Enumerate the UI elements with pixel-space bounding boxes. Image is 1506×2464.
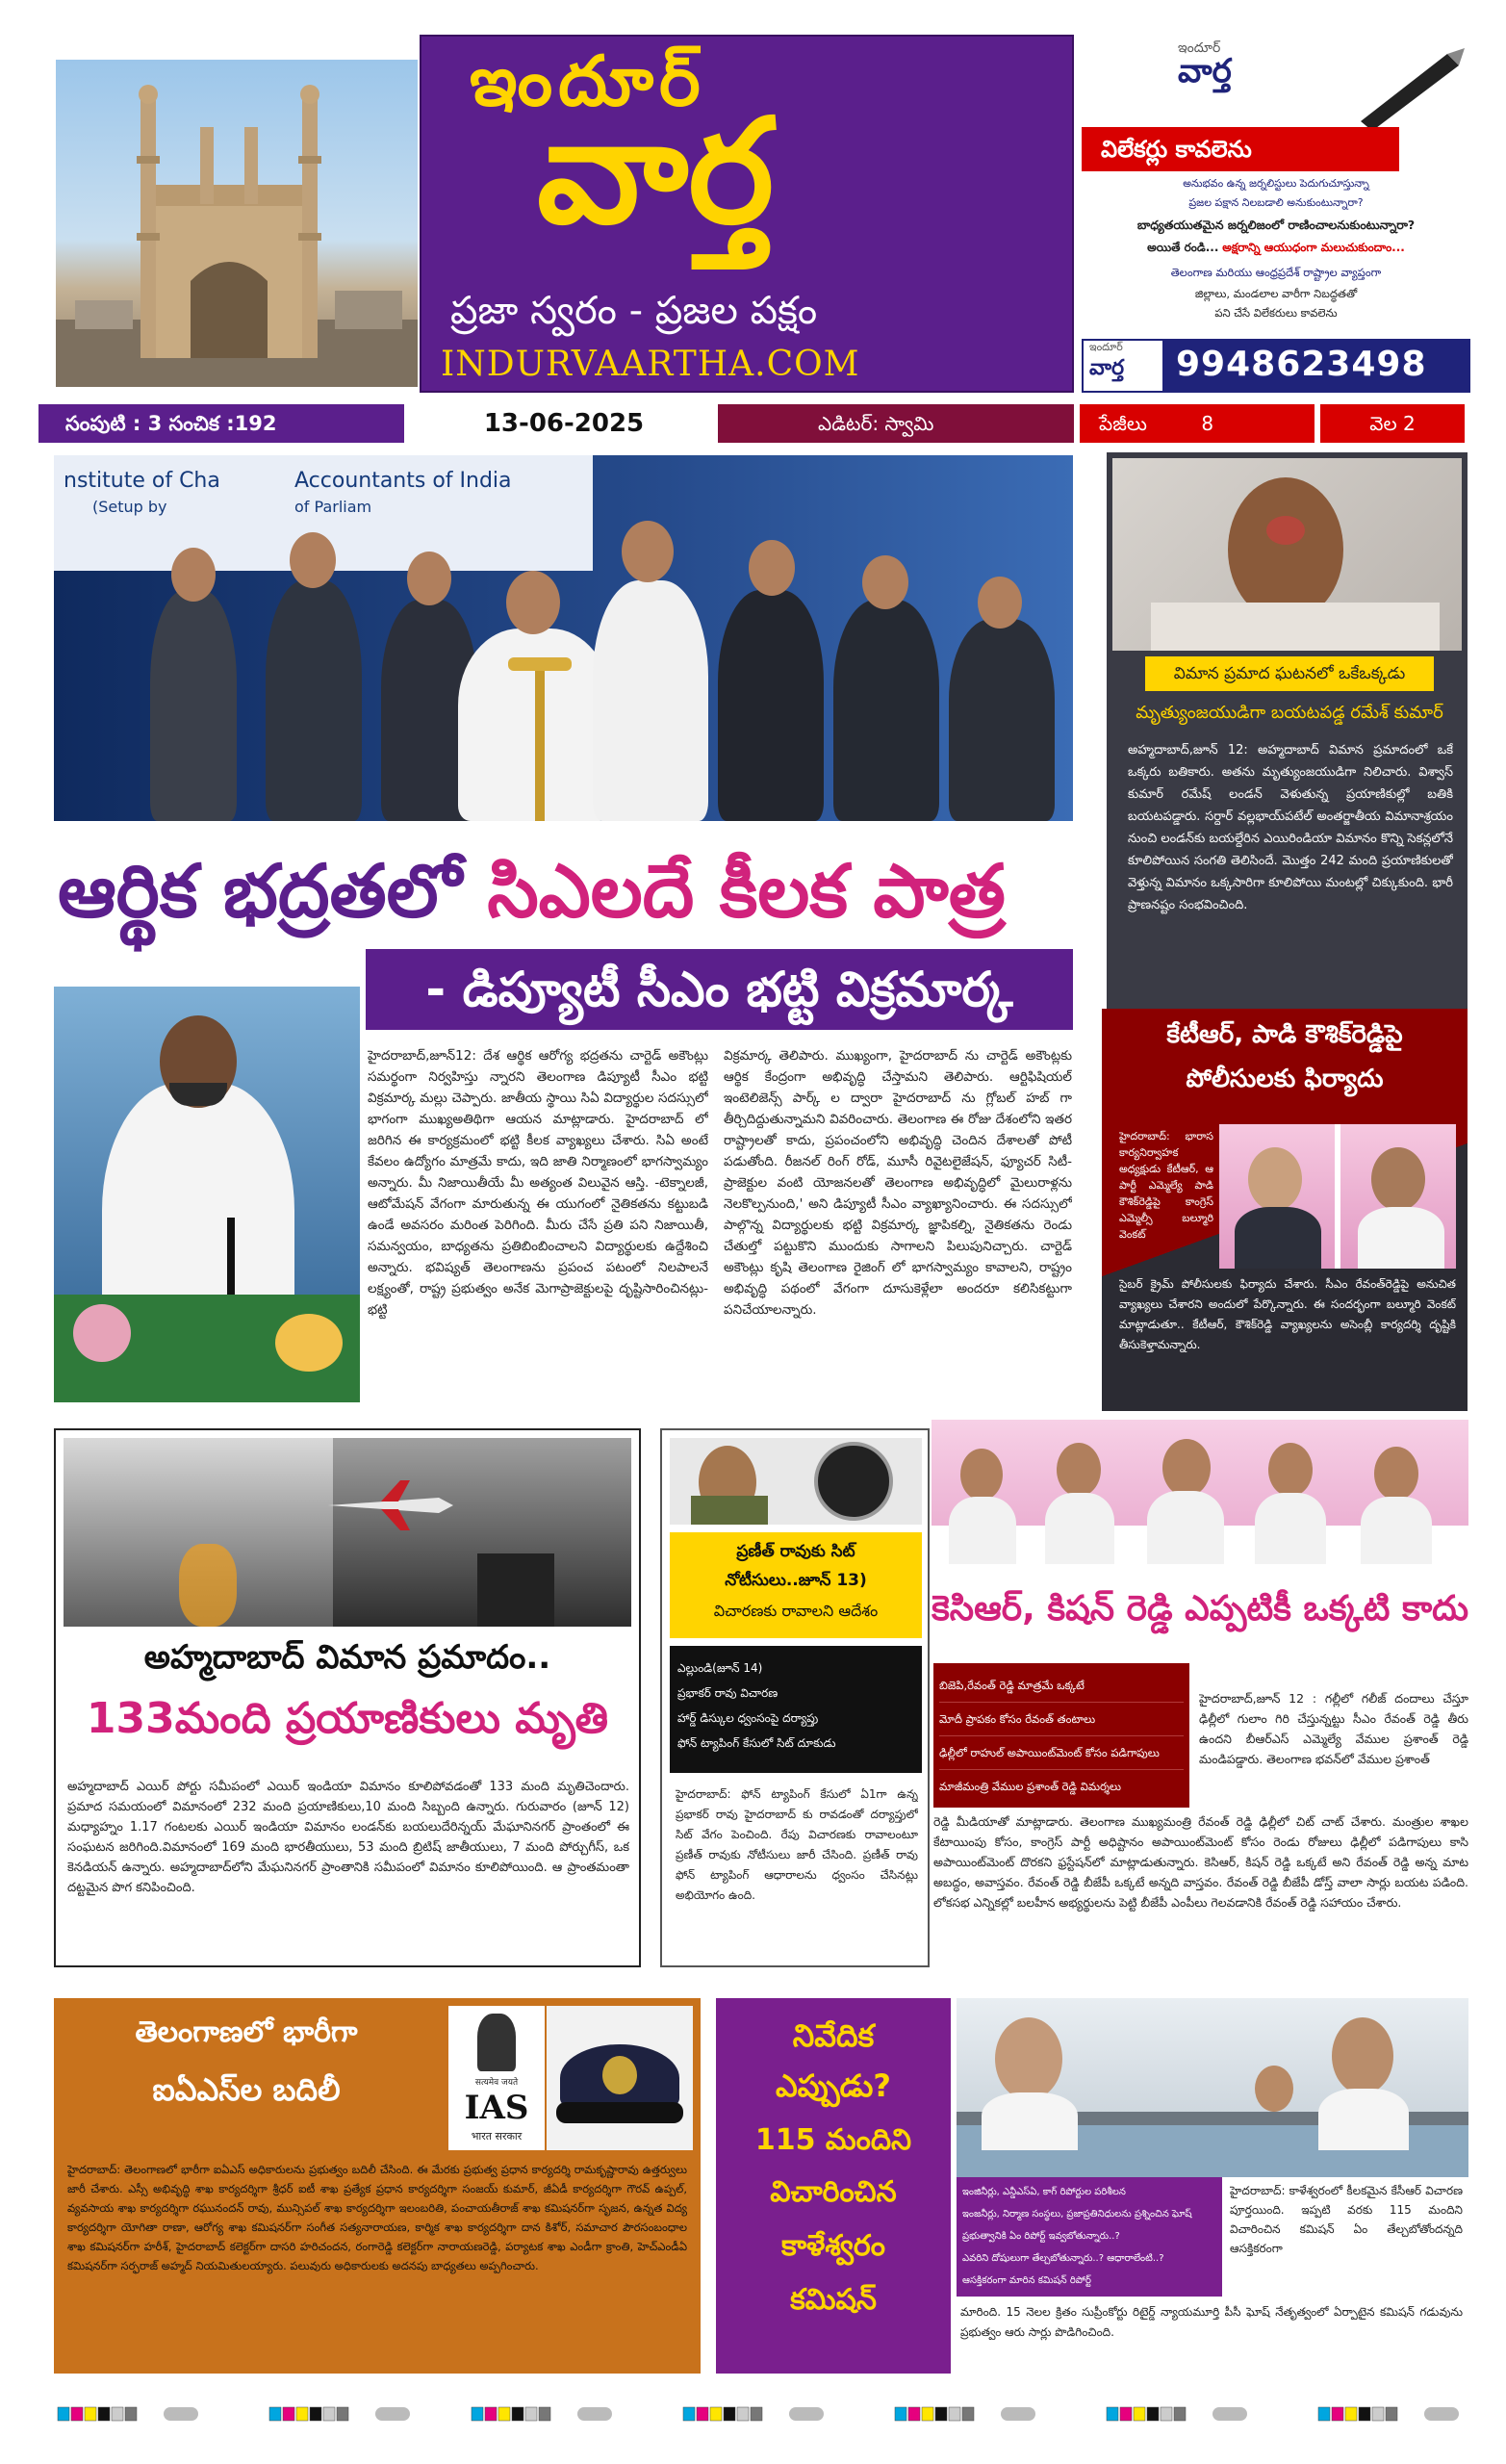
registration-swatch bbox=[296, 2407, 308, 2421]
sit-bullet: ఎల్లుండి(జూన్ 14) bbox=[677, 1661, 763, 1675]
kcr-bullet: బిజెపి,రేవంత్ రెడ్డి మాత్రమే ఒక్కటే bbox=[939, 1669, 1184, 1703]
ias-body: హైదరాబాద్: తెలంగాణలో భారీగా ఐఏఎస్ అధికారులను ప్రభుత్వం బదిలీ చేసింది. ఈ మేరకు ప్రభుత్వ ప్రధాన కార్యదర్శి రామకృష్ణారావు ఉత్తర్వులు జారీ చేశారు. ఎస్సీ అభివృద్ధి శాఖ కార్యదర్శిగా శ్రీధర్ ఐటీ శాఖ ప్రత్యేక ప్రధాన కార్యదర్శిగా సంజయ్ కుమార్, జీఏడీ కార్యదర్శిగా గౌరవ్ ఉప్పల్, వ్యవసాయ శాఖ కార్యదర్శిగా రఘునందన్ రావు, మున్సిపల్ శాఖ కార్యదర్శిగా ఇలంబరితి, పంచాయతీరాజ్ శాఖ కమిషనర్‌గా సృజన, ఉన్నత విద్య కార్యదర్శిగా యోగితా రాణా, ఆరోగ్య శాఖ కమిషనర్‌గా సంగీత సత్యనారాయణ, కార్మిక శాఖ కార్యదర్శిగా దాన కిశోర్, సమాచార పౌరసంబంధాల శాఖ కమిషనర్‌గా హరీశ్, హైదరాబాద్ కలెక్టర్‌గా దాసరి హరిచందన, రంగారెడ్డి కలెక్టర్‌గా నారాయణరెడ్డి, పర్యాటక శాఖ ఎండీగా క్రాంతి, హెచ్ఎండీఏ కమిషనర్‌గా సర్ఫరాజ్ అహ్మద్ నియమితులయ్యారు. పలువురు అధికారులకు అదనపు బాధ్యతలు అప్పగించారు. bbox=[67, 2163, 687, 2272]
volume-issue: సంపుటి : 3 సంచిక :192 bbox=[38, 404, 404, 443]
crash-headline-2: 133మంది ప్రయాణికులు మృతి bbox=[86, 1694, 609, 1743]
editor: ఎడిటర్: స్వామి bbox=[718, 404, 1074, 443]
ad-line1: అనుభవం ఉన్న జర్నలిస్టులు పెదుగుచూస్తున్నా bbox=[1183, 177, 1369, 190]
ktr-body-rest: సైబర్ క్రైమ్ పోలీసులకు ఫిర్యాదు చేశారు. సీఎం రేవంత్‌రెడ్డిపై అనుచిత వ్యాఖ్యలు చేశారని అందులో పేర్కొన్నారు. ఈ సందర్భంగా బల్మూరి వెంకట్ మాట్లాడుతూ.. కేటీఆర్, కౌశిక్‌రెడ్డి వ్యాఖ్యలను అసెంబ్లీ కార్యదర్శి దృష్టికి తీసుకెళ్తామన్నారు. bbox=[1119, 1277, 1456, 1351]
ashoka-emblem-icon bbox=[477, 2014, 516, 2071]
pages-count: 8 bbox=[1201, 412, 1214, 435]
price: వెల 2 bbox=[1320, 404, 1465, 443]
brs-press-photo bbox=[932, 1420, 1468, 1564]
sit-headline-2: నోటీసులు..జూన్ 13) bbox=[725, 1571, 867, 1590]
banner-text-2: Accountants of India bbox=[294, 469, 512, 493]
ad-line4b: అక్షరాన్ని ఆయుధంగా మలుచుకుందాం... bbox=[1222, 241, 1405, 254]
registration-swatch bbox=[1386, 2407, 1397, 2421]
edition-date: 13-06-2025 bbox=[483, 409, 645, 438]
kaleshwaram-n4: కమిషన్ bbox=[790, 2283, 877, 2317]
ias-box bbox=[54, 1998, 701, 2374]
banner-text-4: of Parliam bbox=[294, 498, 372, 516]
registration-swatch bbox=[949, 2407, 960, 2421]
pen-icon bbox=[1351, 44, 1467, 131]
ad-line7: పని చేసే విలేకరులు కావలెను bbox=[1214, 306, 1338, 320]
registration-swatch bbox=[1161, 2407, 1172, 2421]
ad-phone-logo-big: వార్త bbox=[1089, 356, 1125, 380]
ad-line3: బాధ్యతయుతమైన జర్నలిజంలో రాణించాలనుకుంటున్నారా? bbox=[1136, 218, 1416, 232]
lead-body-col1: హైదరాబాద్,జూన్12: దేశ ఆర్థిక ఆరోగ్య భద్రతను చార్టెడ్ అకౌంట్లు సమర్థంగా నిర్వహిస్తు న్నారని తెలంగాణ డిప్యూటీ సీఎం భట్టి విక్రమార్క మల్లు చెప్పారు. జాతీయ స్థాయి సిఏ విద్యార్థుల సదస్సులో భాగంగా ముఖ్యఅతిథిగా ఆయన మాట్లాడారు. హైదరాబాద్ లో జరిగిన ఈ కార్యక్రమంలో భట్టి కీలక వ్యాఖ్యలు చేశారు. సిఏ అంటే కేవలం ఉద్యోగం మాత్రమే కాదు, ఇది జాతి నిర్మాణంలో భాగస్వామ్యం అన్నారు. మీ నిజాయితీయే మీ అత్యంత విలువైన ఆస్తి. -టెక్నాలజీ, ఆటోమేషన్ వేగంగా మారుతున్న ఈ యుగంలో నైతికతను కట్టుబడి ఉండే అవసరం మరింత పెరిగింది. మీరు చేసే ప్రతి పని నిజాయితీ, సమన్వయం, బాధ్యతను ప్రతిబింబించాలని విద్యార్థులకు ఉద్దేశించి అన్నారు. భవిష్యత్ తెలంగాణను ప్రపంచ పటంలో నిలపాలనే లక్ష్యంతో, రాష్ట్ర ప్రభుత్వం అనేక మెగాప్రాజెక్టులపై దృష్టిసారించినట్లు- భట్టి bbox=[368, 1048, 708, 1318]
sit-body: హైదరాబాద్: ఫోన్ ట్యాపింగ్ కేసులో ఏ1గా ఉన్న ప్రభాకర్ రావు హైదరాబాద్ కు రావడంతో దర్యాప్తులో సిట్ వేగం పెంచింది. రేపు విచారణకు రావాలంటూ ప్రణీత్ రావుకు నోటీసులు జారీ చేసింది. ప్రణీత్ రావు ఫోన్ ట్యాపింగ్ ఆధారాలను ధ్వంసం చేసినట్లు అభియోగం ఉంది. bbox=[676, 1787, 918, 1902]
registration-swatch bbox=[283, 2407, 294, 2421]
kaleshwaram-left-panel bbox=[716, 1998, 951, 2374]
ktr-body-short: హైదరాబాద్: భారాస కార్యనిర్వాహక అధ్యక్షుడు కేటీఆర్, ఆ పార్టీ ఎమ్మెల్యే పాడి కౌశిక్‌రెడ్డిపై కాంగ్రెస్ ఎమ్మెల్సీ బల్మూరి వెంకట్ bbox=[1119, 1130, 1213, 1241]
registration-swatch bbox=[498, 2407, 510, 2421]
ad-phone[interactable]: 9948623498 bbox=[1176, 345, 1427, 384]
crash-body: అహ్మదాబాద్ ఎయిర్ పోర్టు సమీపంలో ఎయిర్ ఇండియా విమానం కూలిపోవడంతో 133 మంది మృతిచెందారు. ప్రమాద సమయంలో విమానంలో 232 మంది ప్రయాణికులు,10 మంది సిబ్బంది ఉన్నారు. గురువారం (జూన్ 12) మధ్యాహ్నం 1.17 గంటలకు ఎయిర్ ఇండియా విమానం లండన్‌కు బయలుదేరిన్నయ్ మేఘానినగర్ ప్రాంతంలో ఈ సంఘటన జరిగింది.విమానంలో 169 మంది భారతీయులు, 53 మంది బ్రిటిష్ జాతీయులు, 7 మంది పోర్చుగీస్, ఒక కెనడియన్ ఉన్నారు. అహ్మదాబాద్‌లోని మేఘనినగర్ ప్రాంతానికి సమీపంలో విమానం కూలిపోయింది. ఆ ప్రాంతమంతా దట్టమైన పొగ కనిపించింది. bbox=[67, 1780, 629, 1895]
lead-event-photo bbox=[54, 455, 1073, 821]
registration-swatch bbox=[737, 2407, 749, 2421]
registration-swatch bbox=[1120, 2407, 1132, 2421]
kaleshwaram-n1: 115 మందిని bbox=[754, 2123, 912, 2157]
kcr-bullet: మాజీమంత్రి వేముల ప్రశాంత్ రెడ్డి విమర్శలు bbox=[939, 1780, 1122, 1793]
registration-pill bbox=[1424, 2407, 1459, 2421]
registration-swatch bbox=[724, 2407, 735, 2421]
registration-swatch bbox=[1345, 2407, 1357, 2421]
registration-swatch bbox=[85, 2407, 96, 2421]
registration-pill bbox=[1212, 2407, 1247, 2421]
registration-swatch bbox=[71, 2407, 83, 2421]
kaleshwaram-q1: నివేదిక bbox=[792, 2017, 875, 2054]
tagline: ప్రజా స్వరం - ప్రజల పక్షం bbox=[450, 289, 818, 333]
ias-headline-2: ఐఏఎస్‌ల బదిలీ bbox=[152, 2071, 341, 2108]
kcr-bullets bbox=[933, 1663, 1189, 1808]
kcr-bullet: ఢిల్లీలో రాహుల్ అపాయింట్‌మెంట్ కోసం పడిగాపులు bbox=[939, 1736, 1184, 1770]
kaleshwaram-bullet: ఇంజనీర్లు, నిర్మాణ సంస్థలు, ప్రజాప్రతినిధులను ప్రశ్నించిన ఘోష్ bbox=[962, 2209, 1192, 2220]
lead-subhead: - డిప్యూటీ సీఎం భట్టి విక్రమార్క bbox=[366, 949, 1073, 1030]
kaleshwaram-n2: విచారించిన bbox=[770, 2175, 897, 2209]
ad-line6: జిల్లాలు, మండలాల వారీగా నిబద్ధతతో bbox=[1194, 287, 1358, 300]
ias-headline-1: తెలంగాణలో భారీగా bbox=[135, 2015, 358, 2049]
lead-headline-part-b: సిఎలదే కీలక పాత్ర bbox=[487, 848, 1006, 934]
ad-logo-big: వార్త bbox=[1178, 52, 1232, 90]
registration-swatch bbox=[1147, 2407, 1159, 2421]
kaleshwaram-bullet: ఆసక్తికరంగా మారిన కమిషన్ రిపోర్ట్ bbox=[962, 2275, 1091, 2286]
registration-swatch bbox=[1332, 2407, 1343, 2421]
deputy-cm-photo bbox=[54, 987, 360, 1402]
registration-swatch bbox=[512, 2407, 523, 2421]
crash-photo bbox=[64, 1438, 631, 1627]
registration-swatch bbox=[472, 2407, 483, 2421]
kcr-body-bottom: రెడ్డి మీడియాతో మాట్లాడారు. తెలంగాణ ముఖ్యమంత్రి రేవంత్ రెడ్డి ఢిల్లీలో చిట్ చాట్ చేశారు. మంత్రుల శాఖల కేటాయింపు కోసం, కాంగ్రెస్ పార్టీ అధిష్టానం అపాయింట్‌మెంట్ కోసం రెండు రోజులు ఢిల్లీలో పడిగాపులు కాసి అపాయింట్‌మెంట్ దొరకని ఫ్రస్టేషన్‌లో మాట్లాడుతున్నారు. కెసిఆర్, కిషన్ రెడ్డి ఒక్కటే అని రేవంత్ రెడ్డి అన్న మాట అబద్ధం, అవాస్తవం. రేవంత్ రెడ్డి బీజేపీ ఒక్కటే అన్నది వాస్తవం. రేవంత్ రెడ్డి బీజేపీ డోస్త్ వాలా సార్లు బయట పడింది. లోకసభ ఎన్నికల్లో బలహీన అభ్యర్థులను పెట్టి బీజేపీ ఎంపీలు గెలవడానికి రేవంత్ రెడ్డి సహాయం చేశారు. bbox=[933, 1814, 1468, 1910]
registration-swatch bbox=[710, 2407, 722, 2421]
survivor-body: అహ్మదాబాద్,జూన్ 12: అహ్మదాబాద్ విమాన ప్రమాదంలో ఒకే ఒక్కరు బతికారు. అతను మృత్యుంజయుడిగా నిలిచారు. విశ్వాస్ కుమార్ రమేష్ లండన్ వెళుతున్న ప్రయాణికుల్లో బతికి బయటపడ్డారు. సర్దార్ వల్లభాయ్‌పటేల్ అంతర్జాతీయ విమానాశ్రయం నుంచి లండన్‌కు బయల్దేరిన ఎయిరిండియా విమానం కొన్ని సెకన్లలోనే కూలిపోయిన సంగతి తెలిసిందే. మొత్తం 242 మంది ప్రయాణికులతో వెళ్తున్న విమానం ఒక్కసారిగా కూలిపోయి మంటల్లో చిక్కుకుంది. భారీ ప్రాణనష్టం సంభవించింది. bbox=[1128, 743, 1453, 912]
survivor-box bbox=[1107, 452, 1468, 1009]
registration-swatch bbox=[962, 2407, 974, 2421]
kaleshwaram-bullet: ఇంజినీర్లు, ఎన్డీఎస్ఏ, కాగ్ రిపోర్టుల పరిశీలన bbox=[962, 2187, 1126, 2197]
ktr-box bbox=[1102, 1009, 1468, 1411]
kcr-headline: కెసిఆర్, కిషన్ రెడ్డి ఎప్పటికీ ఒక్కటి కాదు bbox=[932, 1589, 1468, 1629]
survivor-photo bbox=[1112, 458, 1462, 651]
registration-pill bbox=[577, 2407, 612, 2421]
kaleshwaram-box bbox=[716, 1998, 1468, 2374]
police-cap-photo bbox=[547, 2006, 693, 2150]
registration-swatch bbox=[1359, 2407, 1370, 2421]
lead-headline-part-a: ఆర్థిక భద్రతలో bbox=[58, 848, 462, 934]
registration-pill bbox=[375, 2407, 410, 2421]
registration-swatch bbox=[485, 2407, 497, 2421]
kaleshwaram-bullets bbox=[957, 2177, 1222, 2297]
registration-swatch bbox=[935, 2407, 947, 2421]
registration-swatch bbox=[539, 2407, 550, 2421]
registration-swatch bbox=[1372, 2407, 1384, 2421]
pages-label: పేజీలు bbox=[1099, 412, 1147, 435]
print-color-bar-svg bbox=[29, 2401, 1472, 2430]
registration-swatch bbox=[112, 2407, 123, 2421]
kaleshwaram-bullet: ఎవరిని దోషులుగా తేల్చబోతున్నారు..? ఆధారాలేంటి..? bbox=[962, 2253, 1164, 2264]
lead-body-col2: విక్రమార్క తెలిపారు. ముఖ్యంగా, హైదరాబాద్ ను చార్టెడ్ అకౌంట్లకు ఆర్థిక కేంద్రంగా అభివృద్ధి చేస్తామని తెలిపారు. ఆర్టిఫిషియల్ ఇంటెలిజెన్స్ పార్క్ ల ద్వారా హైదరాబాద్ ను గ్లోబల్ హబ్ గా తీర్చిదిద్దుతున్నామని వివరించారు. తెలంగాణ ఈ రోజు దేశంలోని ఇతర రాష్ట్రాలతో కాదు, ప్రపంచంలోని అభివృద్ధి చెందిన దేశాలతో పోటీ పడుతోంది. రీజనల్ రింగ్ రోడ్, మూసీ రివైటలైజేషన్, ఫ్యూచర్ సిటీ- ప్రాజెక్టుల వంటి యోజనలతో తెలంగాణ అభివృద్ధిలో మైలురాళ్లను నెలకొల్పనుంది,' అని డిప్యూటీ సీఎం వ్యాఖ్యానించారు. ఈ సదస్సులో పాల్గొన్న విద్యార్థులకు భట్టి విక్రమార్క జ్ఞాపికల్ని, నైతికతను రెండు చేతుల్తో పట్టుకొని ముందుకు సాగాలని పిలుపునిచ్చారు. చార్టెడ్ అకౌంట్లు కృషి తెలంగాణ రైజింగ్ లో భాగస్వామ్యం కావాలని, రాష్ట్రం అభివృద్ధి పథంలో వేగంగా దూసుకెళ్లేలా అందరూ కలిసికట్టుగా పనిచేయాలన్నారు. bbox=[724, 1048, 1072, 1318]
sit-bullet: ఫోన్ ట్యాపింగ్ కేసులో సిట్ దూకుడు bbox=[677, 1736, 836, 1750]
registration-swatch bbox=[751, 2407, 762, 2421]
sit-bullet: హార్డ్ డిస్కుల ధ్వంసంపై దర్యాప్తు bbox=[677, 1711, 819, 1725]
survivor-caption-2: మృత్యుంజయుడిగా బయటపడ్డ రమేశ్ కుమార్ bbox=[1136, 703, 1443, 723]
masthead bbox=[27, 21, 1470, 398]
sit-photo bbox=[670, 1438, 922, 1525]
registration-swatch bbox=[1107, 2407, 1118, 2421]
sit-bullet: ప్రభాకర్ రావు విచారణ bbox=[677, 1686, 779, 1700]
brand-big: వార్త bbox=[537, 89, 775, 256]
brand-block bbox=[420, 35, 1074, 393]
registration-swatch bbox=[922, 2407, 933, 2421]
registration-swatch bbox=[58, 2407, 69, 2421]
crash-headline-1: అహ్మదాబాద్ విమాన ప్రమాదం.. bbox=[143, 1638, 551, 1677]
kcr-body-right: హైదరాబాద్,జూన్ 12 : గల్లీలో గలీజ్ దందాలు చేస్తూ ఢిల్లీలో గులాం గిరి చేస్తున్నట్టు సీఎం రేవంత్ రెడ్డి తీరు ఉందని బీఆర్ఎస్ ఎమ్మెల్యే వేముల ప్రశాంత్ రెడ్డి మండిపడ్డారు. తెలంగాణ భవన్‌లో వేముల ప్రశాంత్ bbox=[1199, 1691, 1468, 1766]
registration-swatch bbox=[525, 2407, 537, 2421]
registration-swatch bbox=[908, 2407, 920, 2421]
registration-swatch bbox=[1318, 2407, 1330, 2421]
registration-swatch bbox=[310, 2407, 321, 2421]
sit-bullets bbox=[670, 1646, 922, 1773]
ktr-headline-1: కేటీఆర్, పాడి కౌశిక్‌రెడ్డిపై bbox=[1166, 1020, 1403, 1049]
ad-line2: ప్రజల పక్షాన నిలబడాలి అనుకుంటున్నారా? bbox=[1188, 196, 1364, 209]
sit-headline-3: విచారణకు రావాలని ఆదేశం bbox=[713, 1602, 879, 1620]
ad-title: విలేకర్లు కావలెను bbox=[1082, 127, 1399, 171]
registration-swatch bbox=[697, 2407, 708, 2421]
banner-text-3: (Setup by bbox=[92, 498, 167, 516]
ias-emblem-title: IAS bbox=[464, 2089, 529, 2127]
ad-line4a: అయితే రండి... bbox=[1147, 241, 1219, 254]
info-bar bbox=[38, 404, 1466, 443]
kaleshwaram-n3: కాళేశ్వరం bbox=[781, 2229, 885, 2263]
registration-pill bbox=[1001, 2407, 1035, 2421]
registration-swatch bbox=[1134, 2407, 1145, 2421]
kcr-bullet: మోదీ ప్రాపకం కోసం రేవంత్ తంటాలు bbox=[939, 1703, 1184, 1736]
registration-swatch bbox=[1174, 2407, 1186, 2421]
sit-box bbox=[660, 1428, 930, 1967]
kaleshwaram-q2: ఎప్పుడు? bbox=[776, 2067, 891, 2104]
ias-emblem-motto: सत्यमेव जयते bbox=[474, 2078, 519, 2088]
ad-phone-logo-small: ఇందూర్ bbox=[1089, 341, 1123, 353]
kaleshwaram-body-bottom: మారింది. 15 నెలల క్రితం సుప్రీంకోర్టు రిటైర్డ్ న్యాయమూర్తి పీసీ ఘోష్ నేతృత్వంలో ఏర్పాటైన కమిషన్ గడువును ప్రభుత్వం ఆరు సార్లు పొడిగించింది. bbox=[960, 2305, 1463, 2339]
website: INDURVAARTHA.COM bbox=[441, 345, 860, 384]
kaleshwaram-bullet: ప్రభుత్వానికి ఏం రిపోర్ట్ ఇవ్వబోతున్నారు..? bbox=[962, 2231, 1120, 2242]
ktr-photos bbox=[1219, 1124, 1456, 1269]
sit-headline-1: ప్రణీత్ రావుకు సిట్ bbox=[736, 1542, 855, 1561]
charminar-photo bbox=[56, 60, 418, 387]
ias-emblem-sub: भारत सरकार bbox=[471, 2130, 523, 2143]
registration-swatch bbox=[683, 2407, 695, 2421]
ias-emblem bbox=[448, 2006, 545, 2150]
ad-line5: తెలంగాణ మరియు ఆంధ్రప్రదేశ్ రాష్ట్రాల వ్యాప్తంగా bbox=[1170, 266, 1382, 279]
registration-swatch bbox=[269, 2407, 281, 2421]
survivor-caption-1: విమాన ప్రమాద ఘటనలో ఒకేఒక్కడు bbox=[1145, 656, 1434, 691]
brand-small: ఇందూర్ bbox=[470, 40, 706, 121]
pages-box bbox=[1080, 404, 1315, 443]
registration-swatch bbox=[323, 2407, 335, 2421]
kaleshwaram-body-right: హైదరాబాద్: కాళేశ్వరంలో కీలకమైన కేసీఆర్ విచారణ పూర్తయింది. ఇప్పటి వరకు 115 మందిని విచారించిన కమిషన్ ఏం తేల్చబోతోందన్నది ఆసక్తికరంగా bbox=[1230, 2184, 1463, 2255]
ad-logo-small: ఇందూర్ bbox=[1178, 40, 1221, 56]
registration-swatch bbox=[125, 2407, 137, 2421]
registration-pill bbox=[164, 2407, 198, 2421]
registration-swatch bbox=[337, 2407, 348, 2421]
print-color-bar bbox=[29, 2401, 1472, 2430]
registration-pill bbox=[789, 2407, 824, 2421]
reporters-wanted-ad bbox=[1082, 35, 1470, 393]
lead-headline bbox=[58, 837, 1073, 945]
registration-swatch bbox=[895, 2407, 906, 2421]
banner-text-1: nstitute of Cha bbox=[64, 469, 220, 493]
registration-swatch bbox=[98, 2407, 110, 2421]
ktr-headline-2: పోలీసులకు ఫిర్యాదు bbox=[1186, 1065, 1384, 1093]
ad-phone-bar bbox=[1082, 339, 1470, 393]
crash-box bbox=[54, 1428, 641, 1967]
kaleshwaram-photo bbox=[957, 1998, 1468, 2177]
